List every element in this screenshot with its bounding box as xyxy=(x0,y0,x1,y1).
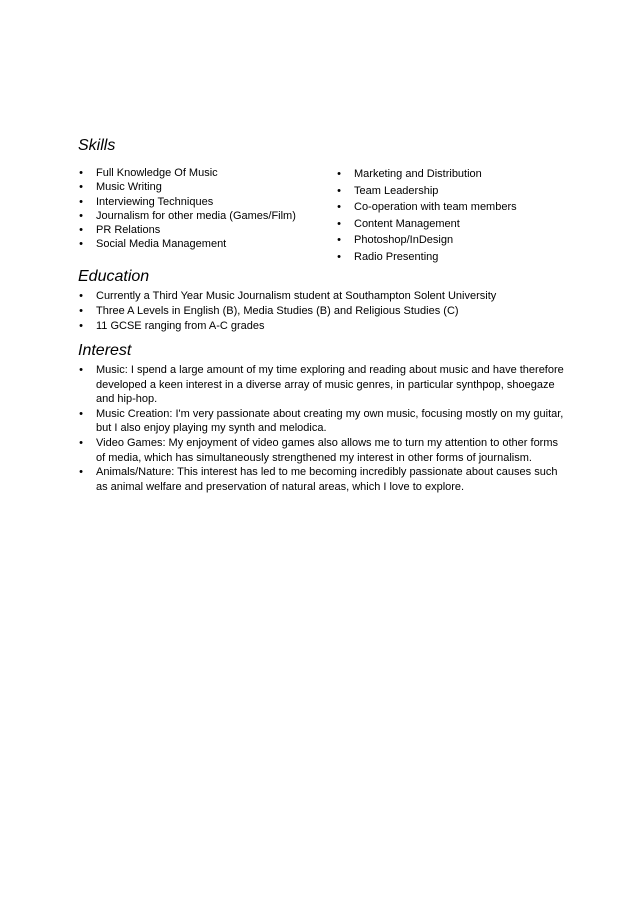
interest-item: Music Creation: I'm very passionate about creating my own music, focusing mostly on my guitar, but I also enjoy playing my synth and melodica. xyxy=(96,407,564,435)
list-item xyxy=(76,180,326,194)
skills-heading: Skills xyxy=(78,137,116,154)
education-heading: Education xyxy=(78,268,150,285)
interest-list xyxy=(76,363,566,494)
bullet-icon: • xyxy=(79,209,83,222)
skill-label: Marketing and Distribution xyxy=(354,168,482,180)
skill-label: Music Writing xyxy=(96,181,162,194)
interest-item: Animals/Nature: This interest has led to me becoming incredibly passionate about causes such as animal welfare and preservation of natural areas, which I love to explore. xyxy=(96,466,558,493)
skill-label: PR Relations xyxy=(96,224,161,237)
bullet-icon: • xyxy=(79,167,83,179)
list-item xyxy=(334,166,554,183)
bullet-icon: • xyxy=(79,224,83,237)
skill-label: Social Media Management xyxy=(96,238,227,251)
skill-label: Content Management xyxy=(354,217,460,230)
interest-item: Music: I spend a large amount of my time exploring and reading about music and have therefore developed a keen interest in a diverse array of music genres, in particular synthpop, shoegaze and hip-hop. xyxy=(96,364,564,406)
bullet-icon: • xyxy=(79,181,83,194)
interest-item: Video Games: My enjoyment of video games also allows me to turn my attention to other forms of media, which has simultaneously strengthened my interest in other forms of journalism. xyxy=(96,436,559,464)
skill-label: Team Leadership xyxy=(354,184,439,197)
list-item xyxy=(76,195,326,209)
bullet-icon: • xyxy=(79,364,83,376)
list-item xyxy=(76,223,326,237)
education-item: 11 GCSE ranging from A-C grades xyxy=(96,320,265,332)
list-item xyxy=(76,319,556,334)
education-list xyxy=(76,289,556,334)
list-item xyxy=(334,232,554,249)
list-item xyxy=(76,436,566,465)
skills-list-right xyxy=(334,166,554,265)
list-item xyxy=(76,289,556,304)
list-item xyxy=(334,199,554,216)
list-item xyxy=(334,216,554,233)
bullet-icon: • xyxy=(337,234,341,246)
skill-label: Co-operation with team members xyxy=(354,201,517,213)
bullet-icon: • xyxy=(79,195,83,208)
interest-heading: Interest xyxy=(78,342,132,359)
list-item xyxy=(76,363,566,407)
list-item xyxy=(76,166,326,180)
skill-label: Full Knowledge Of Music xyxy=(96,167,218,179)
list-item xyxy=(76,465,566,494)
bullet-icon: • xyxy=(79,290,83,302)
bullet-icon: • xyxy=(79,238,83,251)
bullet-icon: • xyxy=(79,407,83,420)
bullet-icon: • xyxy=(337,217,341,230)
list-item xyxy=(334,183,554,200)
bullet-icon: • xyxy=(337,201,341,213)
bullet-icon: • xyxy=(79,320,83,332)
list-item xyxy=(76,304,556,319)
bullet-icon: • xyxy=(79,305,83,317)
bullet-icon: • xyxy=(337,168,341,180)
education-item: Three A Levels in English (B), Media Studies (B) and Religious Studies (C) xyxy=(96,305,459,317)
skill-label: Interviewing Techniques xyxy=(96,195,214,208)
skill-label: Radio Presenting xyxy=(354,250,439,263)
bullet-icon: • xyxy=(79,436,83,449)
education-item: Currently a Third Year Music Journalism student at Southampton Solent University xyxy=(96,290,497,302)
bullet-icon: • xyxy=(79,466,83,479)
list-item xyxy=(76,237,326,251)
skills-list-left xyxy=(76,166,326,252)
bullet-icon: • xyxy=(337,184,341,197)
skill-label: Journalism for other media (Games/Film) xyxy=(96,209,296,222)
bullet-icon: • xyxy=(337,250,341,263)
list-item xyxy=(76,407,566,436)
skill-label: Photoshop/InDesign xyxy=(354,234,454,246)
list-item xyxy=(76,209,326,223)
list-item xyxy=(334,249,554,266)
